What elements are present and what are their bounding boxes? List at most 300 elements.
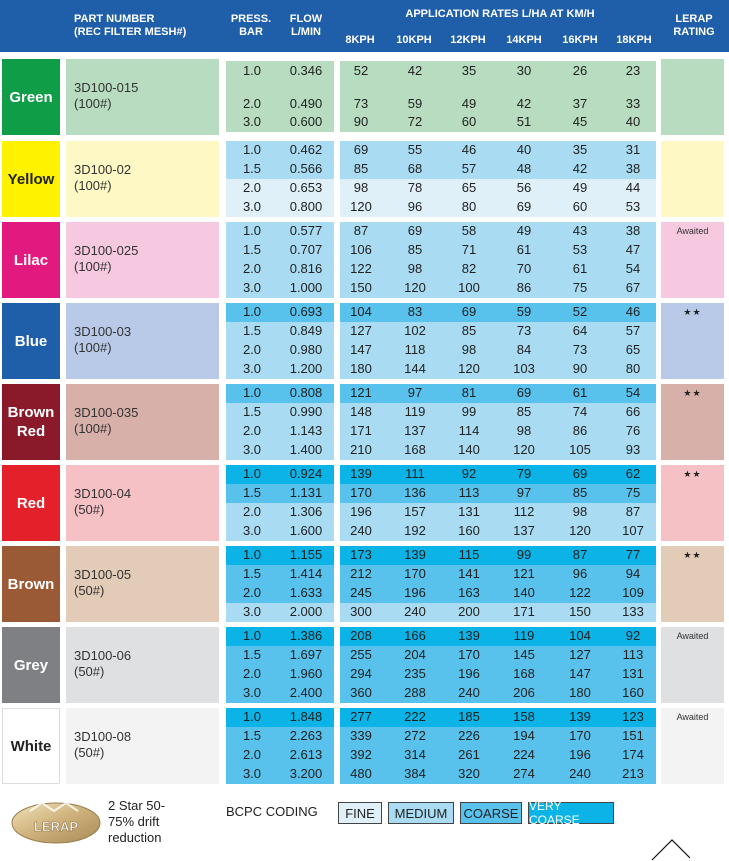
flow-value: 1.414 [289,566,323,581]
rate-value: 54 [625,385,641,400]
rate-value: 196 [569,747,591,762]
rate-value: 94 [625,566,641,581]
rate-value: 300 [350,604,372,619]
rate-value: 42 [407,63,423,78]
flow-value: 0.707 [289,242,323,257]
nozzle-color-swatch: Grey [2,627,60,703]
rate-value: 53 [625,199,641,214]
rates-band [340,627,656,646]
rate-value: 73 [516,323,532,338]
rate-value: 46 [461,142,477,157]
flow-value: 1.600 [289,523,323,538]
table-header [0,0,729,52]
part-number: 3D100-05 [74,567,132,582]
pressure-value: 1.0 [242,466,262,481]
lerap-rating: Awaited [676,712,709,722]
rates-band [340,441,656,460]
flow-value: 0.693 [289,304,323,319]
part-number: 3D100-06 [74,648,132,663]
rate-value: 213 [622,766,644,781]
rate-value: 261 [458,747,480,762]
nozzle-color-swatch: Lilac [2,222,60,298]
flow-value: 0.577 [289,223,323,238]
flow-value: 2.000 [289,604,323,619]
flow-value: 1.155 [289,547,323,562]
speed-12-header: 12KPH [450,34,486,46]
pressure-value: 1.5 [242,647,262,662]
star-rating-note: 2 Star 50- 75% drift reduction [108,798,166,845]
rates-band [340,179,656,198]
lerap-rating-cell [661,222,724,298]
rate-value: 26 [572,63,588,78]
rate-value: 120 [569,523,591,538]
rate-value: 127 [569,647,591,662]
rate-value: 121 [513,566,535,581]
rate-value: 160 [458,523,480,538]
rates-band [340,222,656,241]
rate-value: 480 [350,766,372,781]
rate-value: 69 [516,385,532,400]
rate-value: 200 [458,604,480,619]
rate-value: 100 [458,280,480,295]
rate-value: 96 [572,566,588,581]
pressure-value: 3.0 [242,199,262,214]
rate-value: 85 [461,323,477,338]
nozzle-color-swatch: Brown Red [2,384,60,460]
rate-value: 47 [625,242,641,257]
rate-value: 69 [407,223,423,238]
rate-value: 44 [625,180,641,195]
filter-mesh: (50#) [74,502,105,517]
flow-value: 0.490 [289,96,323,111]
nozzle-color-swatch: Blue [2,303,60,379]
rate-value: 148 [350,404,372,419]
pressure-value: 1.5 [242,728,262,743]
rate-value: 61 [516,242,532,257]
rate-value: 59 [516,304,532,319]
rate-value: 173 [350,547,372,562]
rate-value: 31 [625,142,641,157]
part-number: 3D100-03 [74,324,132,339]
lerap-rating-cell [661,465,724,541]
rate-value: 92 [461,466,477,481]
rate-value: 240 [404,604,426,619]
rate-value: 43 [572,223,588,238]
pressure-value: 2.0 [242,423,262,438]
rate-value: 137 [404,423,426,438]
flow-value: 0.566 [289,161,323,176]
pressure-value: 3.0 [242,766,262,781]
rate-value: 92 [625,628,641,643]
lerap-rating-cell [661,708,724,784]
filter-mesh: (100#) [74,178,112,193]
rate-value: 115 [458,547,480,562]
rate-value: 23 [625,63,641,78]
rate-value: 75 [572,280,588,295]
rate-value: 52 [353,63,369,78]
rate-value: 75 [625,485,641,500]
part-number-cell [66,708,219,784]
pressure-value: 1.0 [242,547,262,562]
rate-value: 51 [516,114,532,129]
pressure-header: PRESS. BAR [230,13,272,38]
flow-value: 1.960 [289,666,323,681]
rate-value: 139 [569,709,591,724]
rate-value: 65 [461,180,477,195]
rate-value: 99 [461,404,477,419]
flow-value: 0.980 [289,342,323,357]
rate-value: 204 [404,647,426,662]
rate-value: 84 [516,342,532,357]
legend-medium: MEDIUM [388,802,454,824]
rate-value: 166 [404,628,426,643]
rate-value: 98 [407,261,423,276]
rate-value: 48 [516,161,532,176]
flow-value: 0.653 [289,180,323,195]
rate-value: 69 [516,199,532,214]
flow-value: 1.200 [289,361,323,376]
rate-value: 226 [458,728,480,743]
part-number-cell [66,546,219,622]
flow-value: 0.924 [289,466,323,481]
rate-value: 66 [625,404,641,419]
rates-band [340,684,656,703]
rate-value: 35 [461,63,477,78]
nozzle-color-swatch: White [2,708,60,784]
rate-value: 33 [625,96,641,111]
rate-value: 52 [572,304,588,319]
rate-value: 180 [350,361,372,376]
flow-value: 2.613 [289,747,323,762]
rates-band [340,465,656,484]
rate-value: 170 [404,566,426,581]
rate-value: 69 [572,466,588,481]
flow-value: 1.697 [289,647,323,662]
lerap-rating-cell [661,141,724,217]
rate-value: 37 [572,96,588,111]
rate-value: 139 [350,466,372,481]
part-number: 3D100-02 [74,162,132,177]
part-number-cell [66,141,219,217]
rate-value: 222 [404,709,426,724]
rate-value: 82 [461,261,477,276]
rates-band [340,503,656,522]
rate-value: 171 [350,423,372,438]
flow-value: 1.633 [289,585,323,600]
flow-value: 0.816 [289,261,323,276]
part-number: 3D100-035 [74,405,139,420]
rate-value: 79 [516,466,532,481]
rate-value: 106 [350,242,372,257]
pressure-value: 1.0 [242,385,262,400]
rate-value: 69 [461,304,477,319]
rate-value: 114 [458,423,480,438]
part-number: 3D100-025 [74,243,139,258]
rate-value: 294 [350,666,372,681]
rate-value: 196 [458,666,480,681]
pressure-value: 1.0 [242,63,262,78]
part-number-cell [66,303,219,379]
rates-band [340,322,656,341]
lerap-rating-cell [661,303,724,379]
pressure-value: 2.0 [242,504,262,519]
bcpc-coding-label: BCPC CODING [226,804,318,819]
pressure-value: 1.5 [242,161,262,176]
pressure-value: 1.0 [242,628,262,643]
rate-value: 131 [622,666,644,681]
rate-value: 119 [513,628,535,643]
pressure-value: 1.5 [242,566,262,581]
rates-band [340,260,656,279]
rate-value: 70 [516,261,532,276]
flow-value: 0.346 [289,63,323,78]
rate-value: 86 [516,280,532,295]
rate-value: 235 [404,666,426,681]
rate-value: 61 [572,261,588,276]
rate-value: 80 [461,199,477,214]
rate-value: 30 [516,63,532,78]
rates-band [340,303,656,322]
rate-value: 85 [407,242,423,257]
corner-arrow-icon [650,838,690,861]
rate-value: 55 [407,142,423,157]
rate-value: 42 [572,161,588,176]
lerap-rating-cell [661,546,724,622]
rate-value: 123 [622,709,644,724]
rate-value: 150 [350,280,372,295]
flow-value: 1.386 [289,628,323,643]
flow-value: 0.600 [289,114,323,129]
rate-value: 57 [625,323,641,338]
rate-value: 102 [404,323,426,338]
rate-value: 65 [625,342,641,357]
rate-value: 73 [353,96,369,111]
rate-value: 163 [458,585,480,600]
rate-value: 111 [405,466,425,481]
rate-value: 339 [350,728,372,743]
speed-10-header: 10KPH [396,34,432,46]
rates-band [340,279,656,298]
rate-value: 38 [625,161,641,176]
rate-value: 73 [572,342,588,357]
application-rates-header: APPLICATION RATES L/HA AT KM/H [405,8,595,20]
part-number-cell [66,384,219,460]
rate-value: 86 [572,423,588,438]
rate-value: 151 [622,728,644,743]
pressure-value: 1.5 [242,404,262,419]
rate-value: 57 [461,161,477,176]
rate-value: 83 [407,304,423,319]
rate-value: 104 [350,304,372,319]
lerap-rating-cell [661,627,724,703]
rates-band [340,341,656,360]
rate-value: 194 [513,728,535,743]
rate-value: 168 [513,666,535,681]
rate-value: 112 [513,504,535,519]
rates-band [340,646,656,665]
rates-band [340,746,656,765]
rate-value: 255 [350,647,372,662]
rate-value: 103 [513,361,535,376]
flow-value: 0.800 [289,199,323,214]
rate-value: 240 [569,766,591,781]
rate-value: 384 [404,766,426,781]
filter-mesh: (100#) [74,340,112,355]
rate-value: 137 [513,523,535,538]
rate-value: 192 [404,523,426,538]
rate-value: 49 [461,96,477,111]
pressure-value: 3.0 [242,361,262,376]
rate-value: 139 [458,628,480,643]
pressure-value: 2.0 [242,96,262,111]
rate-value: 272 [404,728,426,743]
rate-value: 80 [625,361,641,376]
rate-value: 76 [625,423,641,438]
flow-value: 3.200 [289,766,323,781]
rate-value: 131 [458,504,480,519]
rates-band [340,160,656,179]
rate-value: 98 [516,423,532,438]
rate-value: 53 [572,242,588,257]
rate-value: 105 [569,442,591,457]
rate-value: 35 [572,142,588,157]
rates-band [340,727,656,746]
lerap-rating-cell [661,384,724,460]
rates-band [340,403,656,422]
rates-band [340,61,656,95]
rate-value: 212 [350,566,372,581]
rate-value: 109 [622,585,644,600]
flow-value: 1.000 [289,280,323,295]
rate-value: 78 [407,180,423,195]
pressure-value: 1.5 [242,242,262,257]
rate-value: 141 [458,566,480,581]
pressure-value: 3.0 [242,604,262,619]
rate-value: 157 [404,504,426,519]
rate-value: 38 [625,223,641,238]
rate-value: 61 [572,385,588,400]
rate-value: 40 [516,142,532,157]
lerap-rating: Awaited [676,226,709,236]
lerap-rating: ★★ [683,469,702,479]
rate-value: 68 [407,161,423,176]
lerap-logo [10,797,102,845]
rates-band [340,584,656,603]
rate-value: 147 [350,342,372,357]
rate-value: 140 [513,585,535,600]
legend-coarse: COARSE [460,802,522,824]
rate-value: 277 [350,709,372,724]
rates-band [340,141,656,160]
rate-value: 107 [622,523,644,538]
part-number-cell [66,627,219,703]
rate-value: 58 [461,223,477,238]
pressure-value: 1.0 [242,709,262,724]
flow-header: FLOW L/MIN [289,13,323,38]
svg-text:LERAP: LERAP [33,819,79,834]
rate-value: 72 [407,114,423,129]
part-number: 3D100-08 [74,729,132,744]
rate-value: 49 [516,223,532,238]
rate-value: 67 [625,280,641,295]
rate-value: 98 [572,504,588,519]
rate-value: 170 [458,647,480,662]
rate-value: 118 [404,342,426,357]
rate-value: 74 [572,404,588,419]
rate-value: 136 [404,485,426,500]
rates-band [340,422,656,441]
rate-value: 81 [461,385,477,400]
speed-18-header: 18KPH [616,34,652,46]
rate-value: 113 [622,647,644,662]
rates-band [340,565,656,584]
rate-value: 85 [516,404,532,419]
rate-value: 150 [569,604,591,619]
pressure-value: 1.0 [242,223,262,238]
part-number-cell [66,59,219,135]
rate-value: 288 [404,685,426,700]
rate-value: 122 [569,585,591,600]
rate-value: 158 [513,709,535,724]
lerap-rating: ★★ [683,550,702,560]
rate-value: 171 [513,604,535,619]
rate-value: 120 [458,361,480,376]
rate-value: 144 [404,361,426,376]
pressure-value: 1.0 [242,142,262,157]
rate-value: 240 [350,523,372,538]
rate-value: 40 [625,114,641,129]
rates-band [340,198,656,217]
rate-value: 139 [404,547,426,562]
flow-value: 1.143 [289,423,323,438]
rate-value: 274 [513,766,535,781]
pressure-value: 2.0 [242,261,262,276]
rate-value: 196 [350,504,372,519]
part-number: 3D100-04 [74,486,132,501]
rates-band [340,95,656,114]
speed-16-header: 16KPH [562,34,598,46]
rate-value: 133 [622,604,644,619]
pressure-value: 3.0 [242,280,262,295]
rate-value: 42 [516,96,532,111]
rate-value: 60 [461,114,477,129]
rate-value: 90 [353,114,369,129]
part-number-cell [66,465,219,541]
flow-value: 1.306 [289,504,323,519]
rate-value: 62 [625,466,641,481]
rate-value: 392 [350,747,372,762]
rate-value: 71 [461,242,477,257]
rate-value: 54 [625,261,641,276]
rate-value: 210 [350,442,372,457]
rate-value: 96 [407,199,423,214]
rates-band [340,360,656,379]
rate-value: 206 [513,685,535,700]
pressure-value: 3.0 [242,442,262,457]
rate-value: 120 [513,442,535,457]
rate-value: 170 [569,728,591,743]
rate-value: 90 [572,361,588,376]
lerap-rating: ★★ [683,388,702,398]
flow-value: 0.808 [289,385,323,400]
filter-mesh: (100#) [74,259,112,274]
part-number-cell [66,222,219,298]
rate-value: 145 [513,647,535,662]
flow-value: 1.131 [289,485,323,500]
flow-value: 0.462 [289,142,323,157]
part-number: 3D100-015 [74,80,139,95]
rate-value: 85 [353,161,369,176]
